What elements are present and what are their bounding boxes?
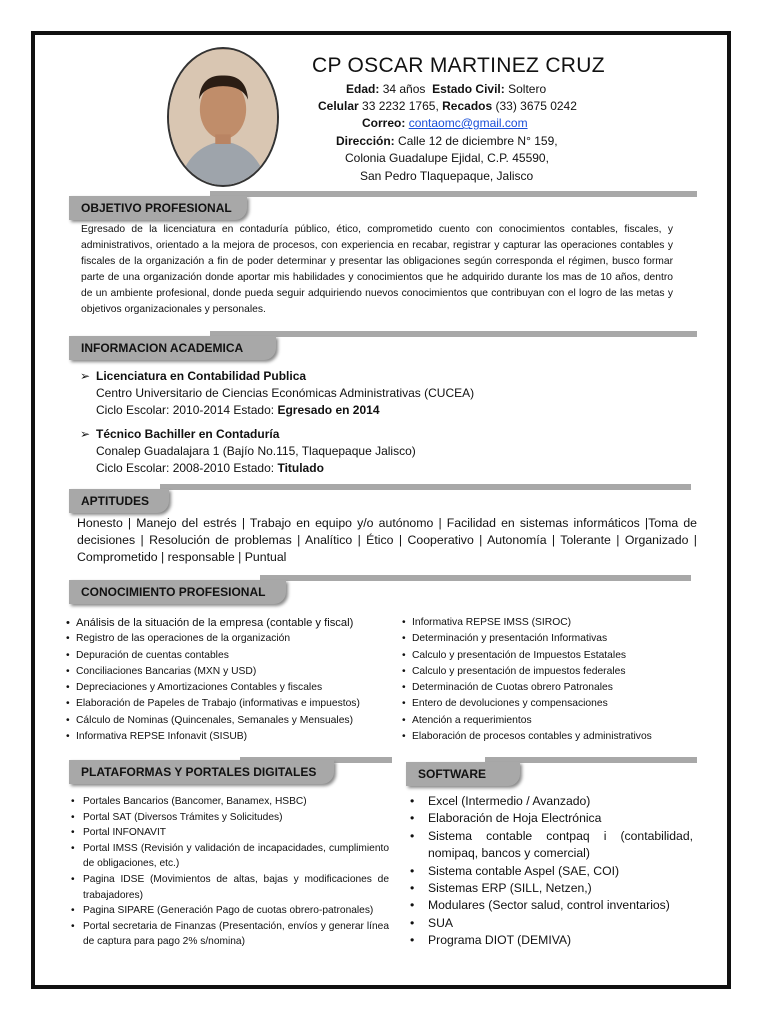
education-item	[80, 426, 416, 477]
section-divider	[210, 331, 697, 337]
celular-value: 33 2232 1765,	[362, 99, 439, 113]
cycle-text: Ciclo Escolar: 2010-2014 Estado:	[96, 403, 275, 417]
section-header-software: SOFTWARE	[406, 762, 520, 786]
conocimiento-list-right	[402, 615, 702, 745]
degree-title: Técnico Bachiller en Contaduría	[96, 427, 280, 441]
address-line-1	[336, 134, 558, 148]
list-item: • Informativa REPSE Infonavit (SISUB)	[66, 729, 396, 745]
address-line-3: San Pedro Tlaquepaque, Jalisco	[360, 169, 534, 183]
list-item: • Sistema contable contpaq i (contabilidad, nomipaq, bancos y comercial)	[410, 828, 693, 863]
software-list	[410, 793, 693, 950]
list-item: • Elaboración de Hoja Electrónica	[410, 810, 693, 827]
aptitudes-text: Honesto | Manejo del estrés | Trabajo en equipo y/o autónomo | Facilidad en sistemas informáticos |Toma de decisiones | Resolución de problemas | Analítico | Ético | Cooperativo | Autonomía | Tolerante | Organizado | Comprometido | responsable | Puntual	[77, 516, 697, 564]
section-divider	[260, 575, 691, 581]
list-item: • Portal SAT (Diversos Trámites y Solicitudes)	[71, 810, 389, 826]
plataformas-list	[71, 794, 389, 950]
list-item: • Registro de las operaciones de la organización	[66, 631, 396, 647]
address-line-2: Colonia Guadalupe Ejidal, C.P. 45590,	[345, 151, 549, 165]
age-civil-line	[346, 82, 546, 96]
list-item: • Depreciaciones y Amortizaciones Contables y fiscales	[66, 680, 396, 696]
direccion-value: Calle 12 de diciembre N° 159,	[398, 134, 558, 148]
list-item: • Modulares (Sector salud, control inventarios)	[410, 897, 693, 914]
section-header-academica: INFORMACION ACADEMICA	[69, 336, 276, 360]
list-item: • Portal secretaria de Finanzas (Presentación, envíos y generar línea de captura para pago 2% s/nomina)	[71, 919, 389, 950]
school-name: Centro Universitario de Ciencias Económicas Administrativas (CUCEA)	[96, 386, 475, 400]
section-header-aptitudes: APTITUDES	[69, 489, 169, 513]
list-item: • Informativa REPSE IMSS (SIROC)	[402, 615, 702, 631]
list-item: • Calculo y presentación de Impuestos Estatales	[402, 648, 702, 664]
cycle-text: Ciclo Escolar: 2008-2010 Estado:	[96, 461, 275, 475]
objetivo-text: Egresado de la licenciatura en contaduría público, ético, comprometido cuento con conocimientos contables, fiscales, y administrativos, orientado a la mejora de procesos, con experiencia en recabar, registrar y capturar las operaciones contables y fiscales de la organización a fin de poder determinar y presentar las obligaciones según corresponda el régimen, busco formar parte de una organización donde aportar mis habilidades y conocimientos que he adquirido durante los mas de 10 años, dentro de un ambiente profesional, donde pueda seguir adquiriendo nuevos conocimientos que contribuyan con el logro de las metas y objetivos organizacionales y personales.	[81, 224, 673, 315]
list-item: • Sistema contable Aspel (SAE, COI)	[410, 863, 693, 880]
direccion-label: Dirección:	[336, 134, 395, 148]
list-item: • Pagina IDSE (Movimientos de altas, bajas y modificaciones de trabajadores)	[71, 872, 389, 903]
list-item: • Determinación de Cuotas obrero Patronales	[402, 680, 702, 696]
section-header-plataformas: PLATAFORMAS Y PORTALES DIGITALES	[69, 760, 334, 784]
edad-label: Edad:	[346, 82, 380, 96]
list-item: • Elaboración de procesos contables y administrativos	[402, 729, 702, 745]
recados-label: Recados	[442, 99, 493, 113]
correo-label: Correo:	[362, 116, 406, 130]
school-name: Conalep Guadalajara 1 (Bajío No.115, Tlaquepaque Jalisco)	[96, 444, 416, 458]
estado-civil-label: Estado Civil:	[432, 82, 505, 96]
list-item: • Calculo y presentación de impuestos federales	[402, 664, 702, 680]
section-header-conocimiento: CONOCIMIENTO PROFESIONAL	[69, 580, 286, 604]
list-item: • SUA	[410, 915, 693, 932]
status-text: Titulado	[277, 461, 324, 475]
section-header-objetivo: OBJETIVO PROFESIONAL	[69, 196, 247, 220]
arrow-bullet-icon: ➢	[80, 427, 91, 441]
list-item: • Portales Bancarios (Bancomer, Banamex, HSBC)	[71, 794, 389, 810]
arrow-bullet-icon: ➢	[80, 369, 91, 383]
education-item	[80, 368, 475, 419]
profile-photo	[167, 47, 279, 187]
edad-value: 34 años	[382, 82, 426, 96]
status-text: Egresado en 2014	[277, 403, 380, 417]
list-item: • Excel (Intermedio / Avanzado)	[410, 793, 693, 810]
list-item: • Pagina SIPARE (Generación Pago de cuotas obrero-patronales)	[71, 903, 389, 919]
celular-label: Celular	[318, 99, 359, 113]
list-item: • Atención a requerimientos	[402, 713, 702, 729]
section-divider	[160, 484, 691, 490]
list-item: • Determinación y presentación Informativas	[402, 631, 702, 647]
list-item: • Elaboración de Papeles de Trabajo (informativas e impuestos)	[66, 696, 396, 712]
recados-value: (33) 3675 0242	[495, 99, 577, 113]
section-divider	[210, 191, 697, 197]
list-item: • Depuración de cuentas contables	[66, 648, 396, 664]
email-link[interactable]: contaomc@gmail.com	[408, 116, 528, 130]
estado-civil-value: Soltero	[508, 82, 547, 96]
candidate-name: CP OSCAR MARTINEZ CRUZ	[312, 54, 605, 77]
list-item: • Entero de devoluciones y compensaciones	[402, 696, 702, 712]
list-item: • Portal INFONAVIT	[71, 825, 389, 841]
list-item: • Conciliaciones Bancarias (MXN y USD)	[66, 664, 396, 680]
list-item: • Portal IMSS (Revisión y validación de incapacidades, cumplimiento de obligaciones, etc.)	[71, 841, 389, 872]
list-item: • Programa DIOT (DEMIVA)	[410, 932, 693, 949]
list-item: • Sistemas ERP (SILL, Netzen,)	[410, 880, 693, 897]
list-item: • Cálculo de Nominas (Quincenales, Semanales y Mensuales)	[66, 713, 396, 729]
degree-title: Licenciatura en Contabilidad Publica	[96, 369, 307, 383]
list-item: • Análisis de la situación de la empresa (contable y fiscal)	[66, 615, 396, 631]
email-line	[362, 116, 528, 130]
phone-line	[318, 99, 577, 113]
conocimiento-list-left	[66, 615, 396, 745]
